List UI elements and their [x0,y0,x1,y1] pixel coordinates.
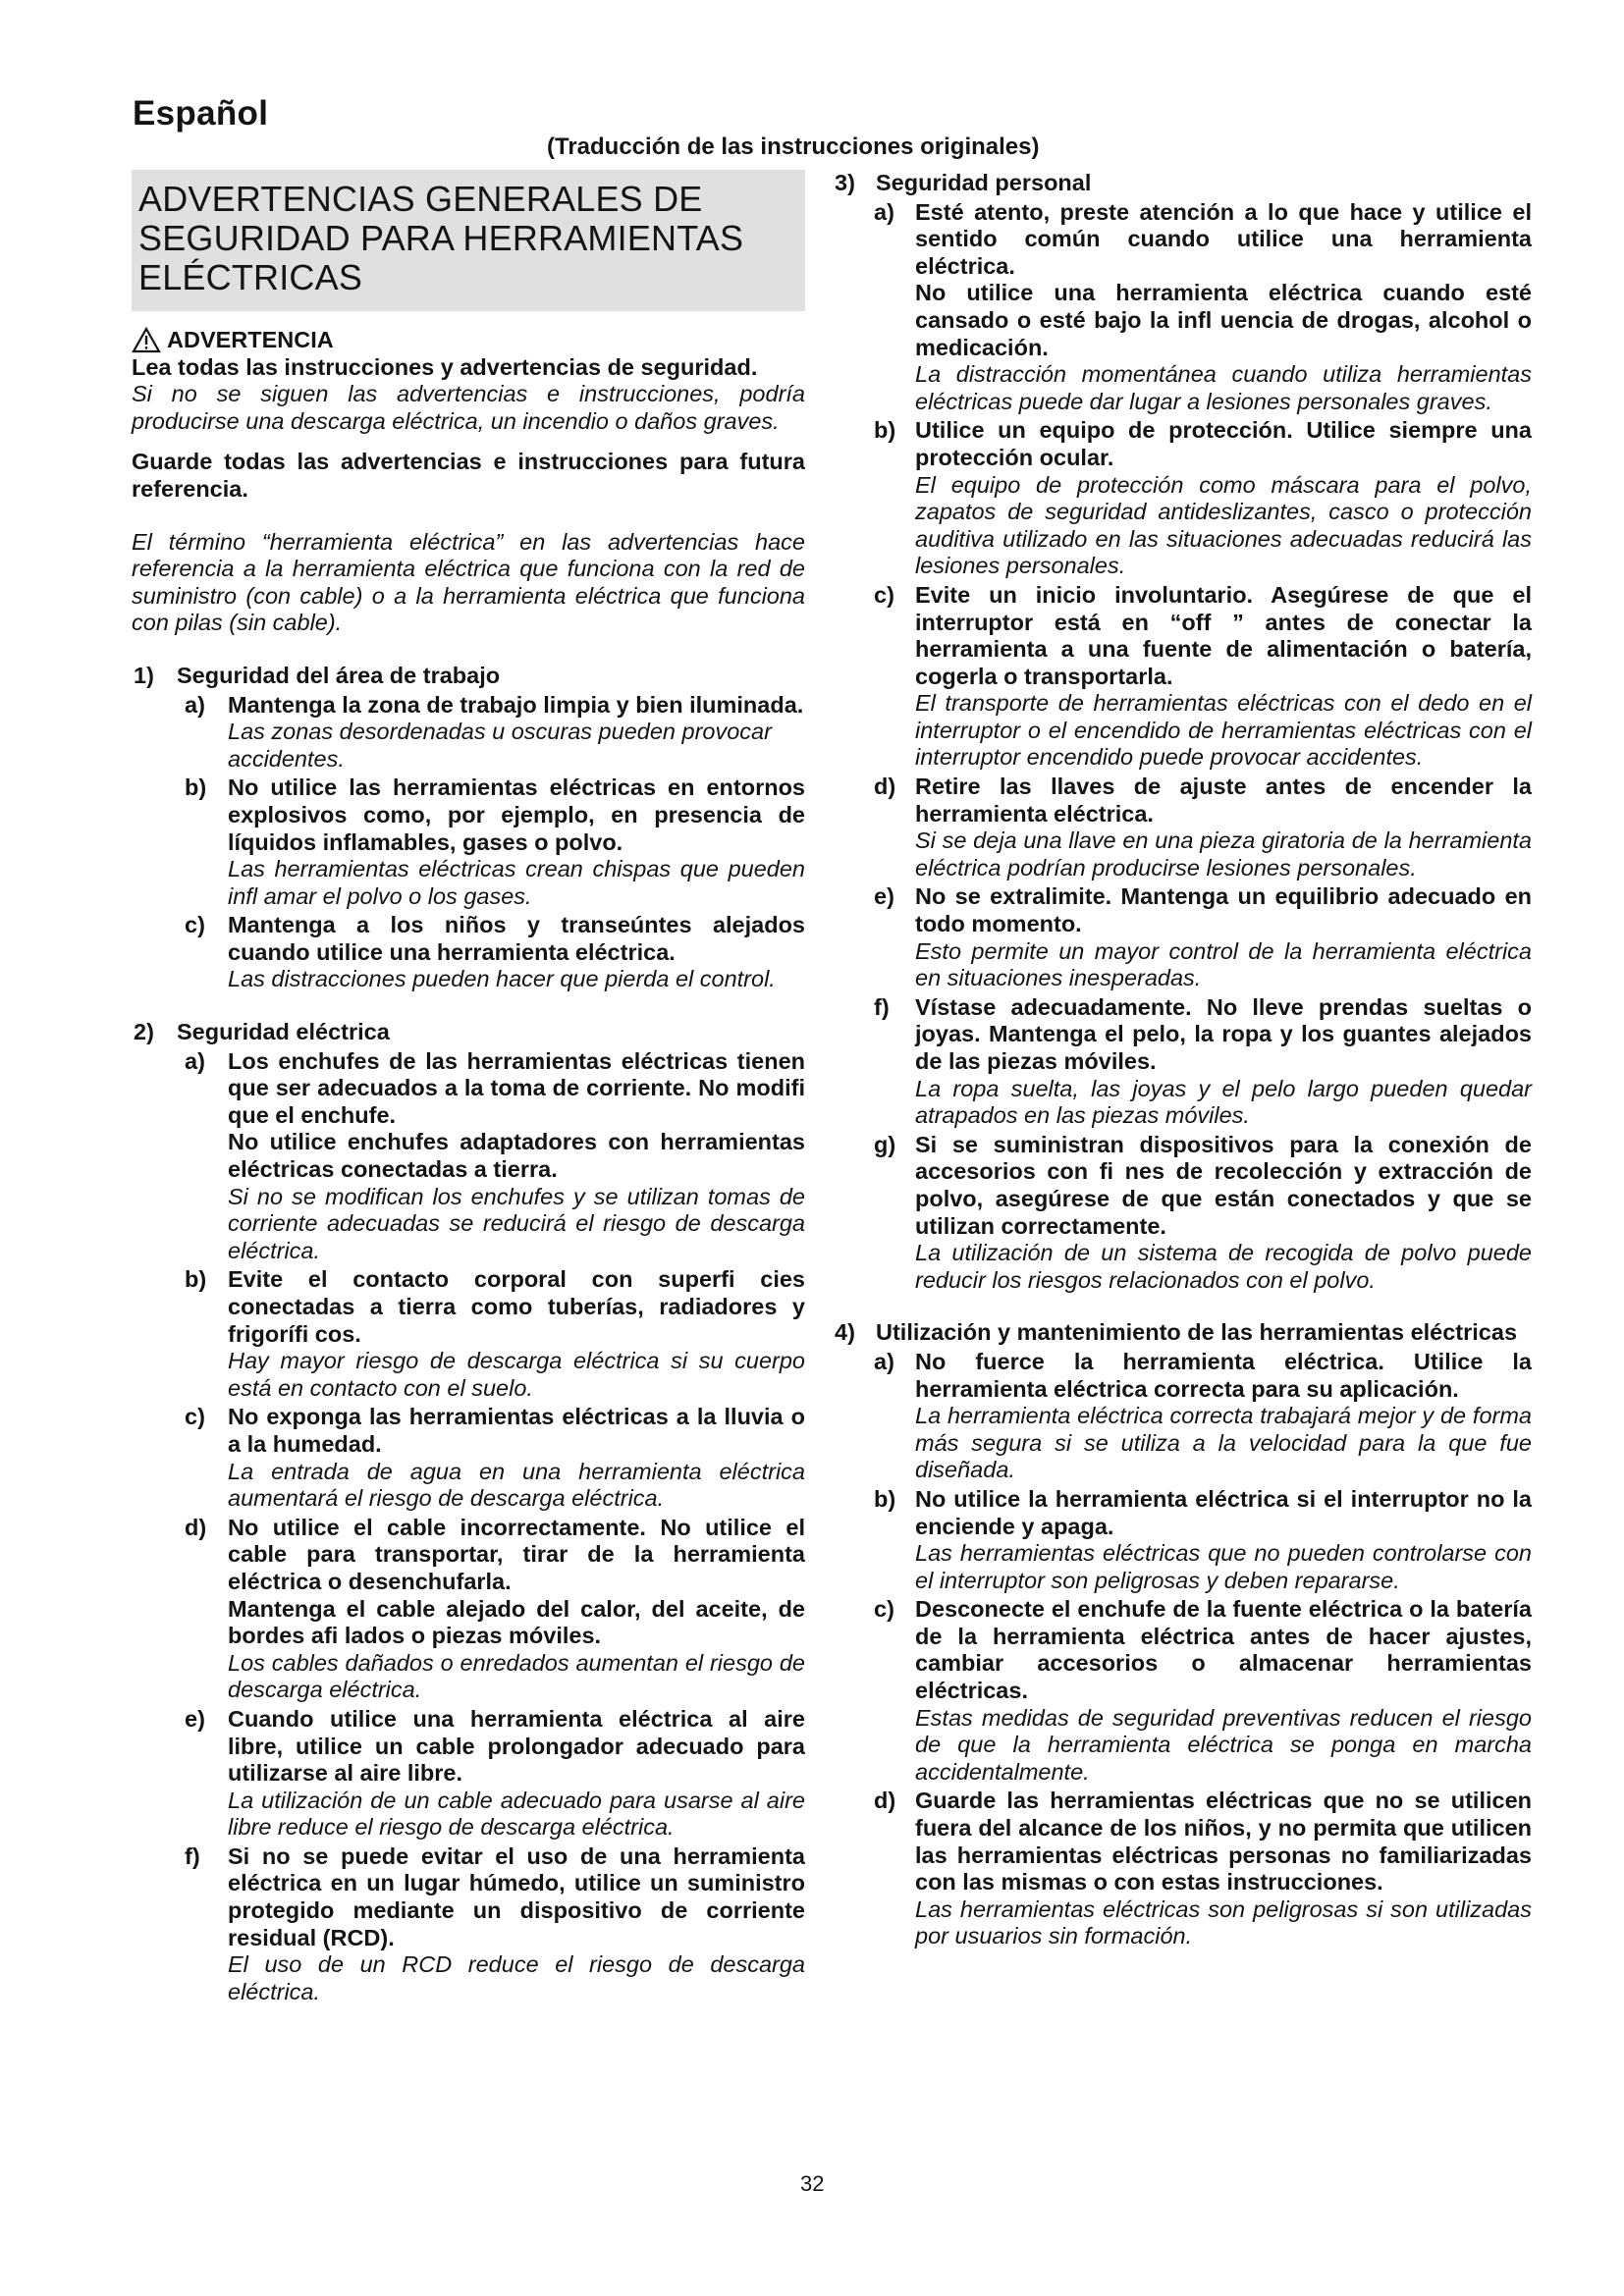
s3-a-note: La distracción momentánea cuando utiliza herramientas eléctricas puede dar lugar a lesiones personales graves. [915,361,1532,414]
main-title: ADVERTENCIAS GENERALES DE SEGURIDAD PARA HERRAMIENTAS ELÉCTRICAS [132,170,805,311]
s2-item-f: f) Si no se puede evitar el uso de una herramienta eléctrica en un lugar húmedo, utilice un suministro protegido mediante un dispositivo de corriente residual (RCD). [185,1842,805,1950]
section-2-heading: 2) Seguridad eléctrica [134,1019,390,1045]
s3-b-note: El equipo de protección como máscara para el polvo, zapatos de seguridad antideslizantes, casco o protección auditiva utilizado en las situaciones adecuadas reducirá las lesiones personales. [915,471,1532,579]
language-heading: Español [133,94,269,133]
s4-item-b: b) No utilice la herramienta eléctrica si el interruptor no la enciende y apaga. [874,1485,1532,1539]
section-1-heading: 1) Seguridad del área de trabajo [134,662,501,688]
s3-e-note: Esto permite un mayor control de la herramienta eléctrica en situaciones inesperadas. [915,937,1532,991]
s4-item-a: a) No fuerce la herramienta eléctrica. Utilice la herramienta eléctrica correcta para su aplicación. [874,1348,1532,1402]
s2-item-a: a) Los enchufes de las herramientas eléctricas tienen que ser adecuados a la toma de corriente. No modifi que el enchufe. [185,1047,805,1128]
s3-item-e: e) No se extralimite. Mantenga un equilibrio adecuado en todo momento. [874,883,1532,937]
s2-d-bold2: Mantenga el cable alejado del calor, del aceite, de bordes afi lados o piezas móviles. [228,1595,805,1649]
s3-g-note: La utilización de un sistema de recogida de polvo puede reducir los riesgos relacionados con el polvo. [915,1240,1532,1293]
s1-b-note: Las herramientas eléctricas crean chispas que pueden infl amar el polvo o los gases. [228,856,805,909]
translation-subtitle: (Traducción de las instrucciones originales) [547,133,1040,160]
s3-item-a: a) Esté atento, preste atención a lo que hace y utilice el sentido común cuando utilice una herramienta eléctrica. [874,198,1532,279]
term-definition: El término “herramienta eléctrica” en las advertencias hace referencia a la herramienta eléctrica que funciona con la red de suministro (con cable) o a la herramienta eléctrica que funciona con pilas (sin cable). [132,528,805,636]
page-number: 32 [800,2171,825,2196]
s4-a-note: La herramienta eléctrica correcta trabajará mejor y de forma más segura si se utiliza a la velocidad para la que fue diseñada. [915,1403,1532,1483]
s4-d-note: Las herramientas eléctricas son peligrosas si son utilizadas por usuarios sin formación. [915,1896,1532,1949]
s3-item-g: g) Si se suministran dispositivos para la conexión de accesorios con fi nes de recolección y extracción de polvo, asegúrese de que están conectados y que se utilizan correctamente. [874,1131,1532,1239]
s4-c-note: Estas medidas de seguridad preventivas reducen el riesgo de que la herramienta eléctrica se ponga en marcha accidentalmente. [915,1704,1532,1785]
section-4-heading: 4) Utilización y mantenimiento de las herramientas eléctricas [835,1319,1518,1346]
s3-item-c: c) Evite un inicio involuntario. Asegúrese de que el interruptor está en “off ” antes de conectar la herramienta a una fuente de alimentación o batería, cogerla o transportarla. [874,581,1532,689]
s3-item-d: d) Retire las llaves de ajuste antes de encender la herramienta eléctrica. [874,774,1532,827]
s2-item-e: e) Cuando utilice una herramienta eléctrica al aire libre, utilice un cable prolongador adecuado para utilizarse al aire libre. [185,1705,805,1787]
s3-f-note: La ropa suelta, las joyas y el pelo largo pueden quedar atrapados en las piezas móviles. [915,1075,1532,1129]
s3-c-note: El transporte de herramientas eléctricas con el dedo en el interruptor o el encendido de herramientas eléctricas con el interruptor encendido puede provocar accidentes. [915,690,1532,771]
s1-item-a: a) Mantenga la zona de trabajo limpia y bien iluminada. [185,691,804,718]
s3-a-bold2: No utilice una herramienta eléctrica cuando esté cansado o esté bajo la infl uencia de drogas, alcohol o medicación. [915,280,1532,360]
s2-c-note: La entrada de agua en una herramienta eléctrica aumentará el riesgo de descarga eléctrica. [228,1458,805,1512]
left-column [132,170,805,2005]
s2-f-note: El uso de un RCD reduce el riesgo de descarga eléctrica. [228,1951,805,2004]
warning-heading [132,327,805,354]
s4-b-note: Las herramientas eléctricas que no pueden controlarse con el interruptor son peligrosas y deben repararse. [915,1540,1532,1593]
s3-d-note: Si se deja una llave en una pieza giratoria de la herramienta eléctrica podrían producirse lesiones personales. [915,828,1532,881]
warning-label: ADVERTENCIA [167,327,334,352]
s2-item-c: c) No exponga las herramientas eléctricas a la lluvia o a la humedad. [185,1404,805,1457]
s2-b-note: Hay mayor riesgo de descarga eléctrica si su cuerpo está en contacto con el suelo. [228,1348,805,1401]
s4-item-c: c) Desconecte el enchufe de la fuente eléctrica o la batería de la herramienta eléctrica antes de hacer ajustes, cambiar accesorios o almacenar herramientas eléctricas. [874,1596,1532,1704]
s2-a-bold2: No utilice enchufes adaptadores con herramientas eléctricas conectadas a tierra. [228,1129,805,1183]
keep-instructions: Guarde todas las advertencias e instrucciones para futura referencia. [132,449,805,502]
s2-e-note: La utilización de un cable adecuado para usarse al aire libre reduce el riesgo de descarga eléctrica. [228,1787,805,1841]
section-3-heading: 3) Seguridad personal [835,170,1092,195]
warning-lead-note: Si no se siguen las advertencias e instrucciones, podría producirse una descarga eléctrica, un incendio o daños graves. [132,381,805,434]
s1-item-c: c) Mantenga a los niños y transeúntes alejados cuando utilice una herramienta eléctrica. [185,912,805,965]
s2-a-note: Si no se modifican los enchufes y se utilizan tomas de corriente adecuadas se reducirá el riesgo de descarga eléctrica. [228,1183,805,1263]
s3-item-f: f) Vístase adecuadamente. No lleve prendas sueltas o joyas. Mantenga el pelo, la ropa y los guantes alejados de las piezas móviles. [874,993,1532,1074]
s4-item-d: d) Guarde las herramientas eléctricas que no se utilicen fuera del alcance de los niños, y no permita que utilicen las herramientas eléctricas personas no familiarizadas con las mismas o con estas instrucciones. [874,1788,1532,1896]
right-column [833,170,1532,1950]
s2-item-d: d) No utilice el cable incorrectamente. No utilice el cable para transportar, tirar de la herramienta eléctrica o desenchufarla. [185,1514,805,1594]
warning-triangle-icon [132,327,161,353]
s1-c-note: Las distracciones pueden hacer que pierda el control. [228,966,776,992]
s1-item-b: b) No utilice las herramientas eléctricas en entornos explosivos como, por ejemplo, en presencia de líquidos inflamables, gases o polvo. [185,774,805,855]
s2-item-b: b) Evite el contacto corporal con superfi cies conectadas a tierra como tuberías, radiadores y frigorífi cos. [185,1266,805,1347]
s1-a-note: Las zonas desordenadas u oscuras pueden provocar accidentes. [228,719,772,772]
warning-lead: Lea todas las instrucciones y advertencias de seguridad. [132,353,758,380]
s2-d-note: Los cables dañados o enredados aumentan el riesgo de descarga eléctrica. [228,1649,805,1703]
s3-item-b: b) Utilice un equipo de protección. Utilice siempre una protección ocular. [874,417,1532,470]
